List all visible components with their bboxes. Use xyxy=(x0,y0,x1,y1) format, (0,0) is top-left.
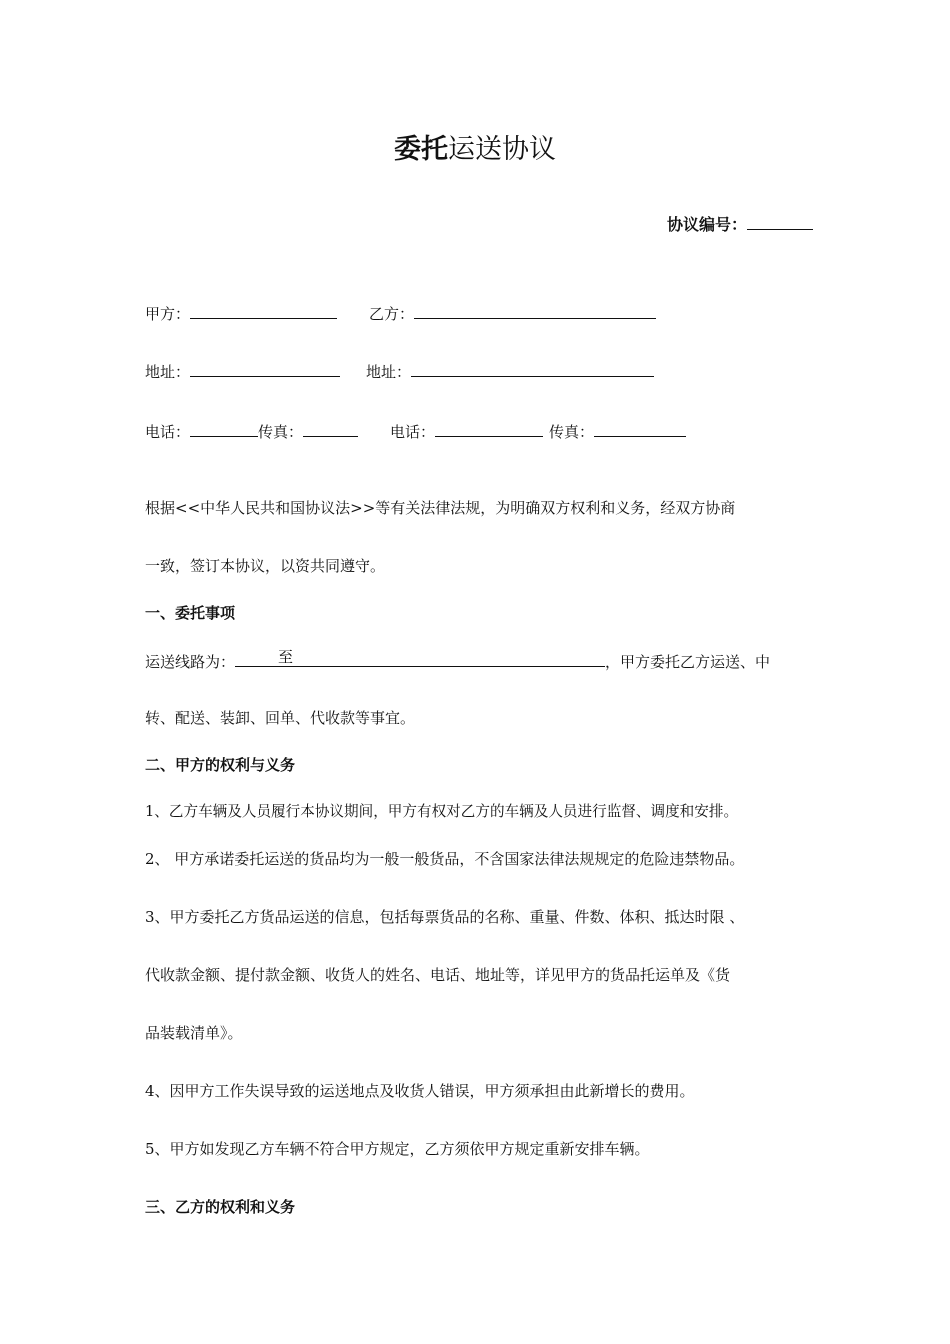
party-b-blank xyxy=(414,301,656,319)
phone-b-label: 电话： xyxy=(390,423,436,441)
address-a-blank xyxy=(190,359,340,377)
section-2-heading: 二、甲方的权利与义务 xyxy=(145,756,296,774)
contact-b-row xyxy=(390,419,686,444)
phone-b-blank xyxy=(435,419,543,437)
agreement-number xyxy=(667,212,813,237)
address-b-label: 地址： xyxy=(366,363,412,381)
section-1-line-2: 转、配送、装卸、回单、代收款等事宜。 xyxy=(145,709,416,727)
fax-b-blank xyxy=(594,419,686,437)
fax-b-label: 传真： xyxy=(549,423,595,441)
section-1-heading: 一、委托事项 xyxy=(145,604,236,622)
section-3-heading: 三、乙方的权利和义务 xyxy=(145,1198,296,1216)
address-b-row xyxy=(366,359,654,384)
section-2-item-3-line-2: 代收款金额、提付款金额、收货人的姓名、电话、地址等，详见甲方的货品托运单及《货 xyxy=(145,966,731,984)
fax-a-label: 传真： xyxy=(258,423,304,441)
route-to: 至 xyxy=(278,648,294,666)
route-blank xyxy=(235,648,605,667)
title-bold-part: 委托 xyxy=(394,134,448,165)
title-regular-part: 运送协议 xyxy=(448,134,556,165)
party-a-label: 甲方： xyxy=(145,305,191,323)
contact-a-row xyxy=(145,419,358,444)
party-a-row xyxy=(145,301,337,326)
section-2-item-5: 5、甲方如发现乙方车辆不符合甲方规定，乙方须依甲方规定重新安排车辆。 xyxy=(145,1140,650,1158)
party-b-label: 乙方： xyxy=(369,305,415,323)
route-label: 运送线路为： xyxy=(145,653,236,671)
agreement-number-blank xyxy=(747,212,813,230)
phone-a-blank xyxy=(190,419,258,437)
section-2-item-3-line-1: 3、甲方委托乙方货品运送的信息，包括每票货品的名称、重量、件数、体积、抵达时限 、 xyxy=(145,908,745,926)
agreement-number-label: 协议编号： xyxy=(666,215,747,234)
section-2-item-2: 2、 甲方承诺委托运送的货品均为一般一般货品，不含国家法律法规规定的危险违禁物品。 xyxy=(145,850,745,868)
preamble-line-1: 根据<<中华人民共和国协议法>>等有关法律法规，为明确双方权利和义务，经双方协商 xyxy=(145,499,736,517)
party-a-blank xyxy=(190,301,337,319)
section-2-item-3-line-3: 品装载清单》。 xyxy=(145,1024,243,1042)
section-2-item-1: 1、乙方车辆及人员履行本协议期间，甲方有权对乙方的车辆及人员进行监督、调度和安排。 xyxy=(145,803,739,820)
address-a-row xyxy=(145,359,340,384)
address-a-label: 地址： xyxy=(145,363,191,381)
preamble-line-2: 一致，签订本协议，以资共同遵守。 xyxy=(145,557,386,575)
phone-a-label: 电话： xyxy=(145,423,191,441)
route-tail: ，甲方委托乙方运送、中 xyxy=(605,653,771,671)
address-b-blank xyxy=(411,359,654,377)
fax-a-blank xyxy=(303,419,358,437)
route-row xyxy=(145,648,770,674)
party-b-row xyxy=(369,301,656,326)
section-2-item-4: 4、因甲方工作失误导致的运送地点及收货人错误，甲方须承担由此新增长的费用。 xyxy=(145,1082,695,1100)
document-title xyxy=(0,130,950,170)
